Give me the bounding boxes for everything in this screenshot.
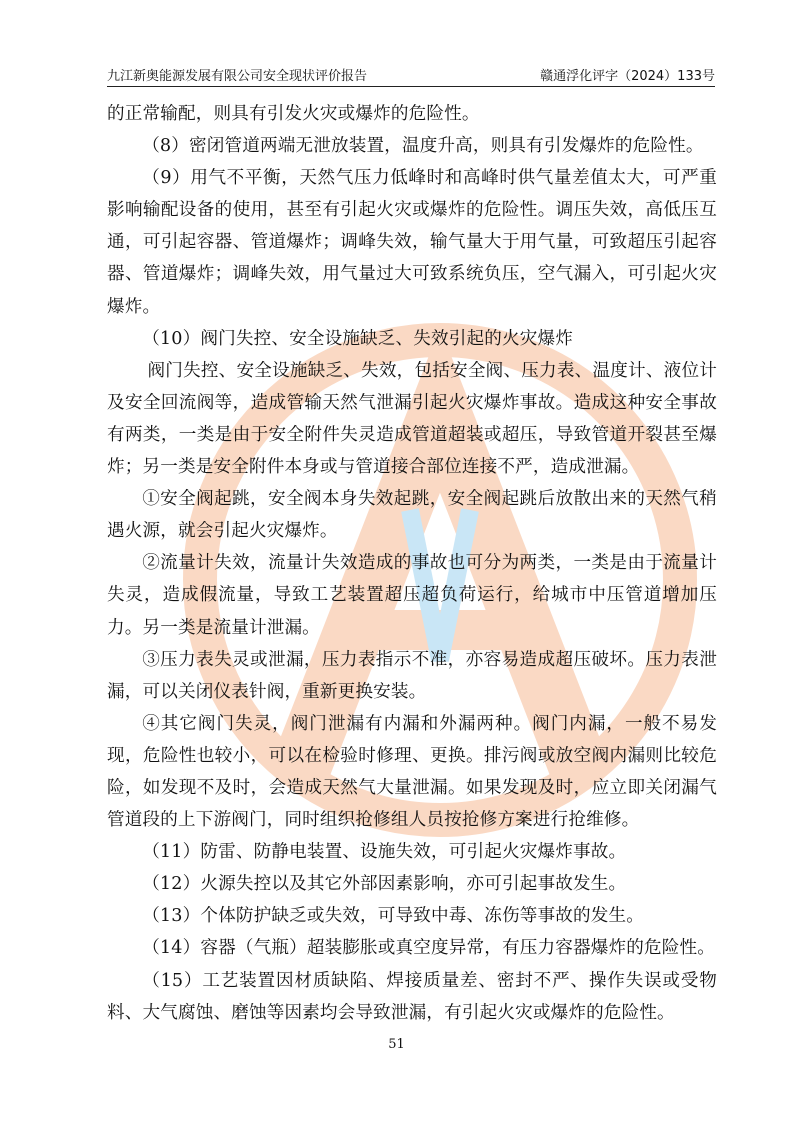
paragraph: ③压力表失灵或泄漏，压力表指示不准，亦容易造成超压破坏。压力表泄漏，可以关闭仪表针阀，重新更换安装。 <box>107 649 717 702</box>
page-number: 51 <box>388 1037 405 1052</box>
page-header <box>107 64 715 87</box>
paragraph: ②流量计失效，流量计失效造成的事故也可分为两类，一类是由于流量计失灵，造成假流量，导致工艺装置超压超负荷运行，给城市中压管道增加压力。另一类是流量计泄漏。 <box>107 553 717 638</box>
paragraph: （14）容器（气瓶）超装膨胀或真空度异常，有压力容器爆炸的危险性。 <box>142 938 715 959</box>
paragraph: （11）防雷、防静电装置、设施失效，可引起火灾爆炸事故。 <box>142 842 627 863</box>
paragraph: （12）火源失控以及其它外部因素影响，亦可引起事故发生。 <box>142 874 627 895</box>
body-text <box>107 98 717 1029</box>
section-heading: （10）阀门失控、安全设施缺乏、失效引起的火灾爆炸 <box>142 328 573 349</box>
header-report-number: 赣通浮化评字（2024）133号 <box>540 69 715 84</box>
paragraph: ①安全阀起跳，安全阀本身失效起跳，安全阀起跳后放散出来的天然气稍遇火源，就会引起火灾爆炸。 <box>107 489 717 542</box>
paragraph: （8）密闭管道两端无泄放装置，温度升高，则具有引发爆炸的危险性。 <box>142 136 704 157</box>
paragraph: （13）个体防护缺乏或失效，可导致中毒、冻伤等事故的发生。 <box>142 906 644 927</box>
header-left-title: 九江新奥能源发展有限公司安全现状评价报告 <box>107 69 368 84</box>
paragraph: 的正常输配，则具有引发火灾或爆炸的危险性。 <box>107 104 480 124</box>
paragraph: 阀门失控、安全设施缺乏、失效，包括安全阀、压力表、温度计、液位计及安全回流阀等，造成管输天然气泄漏引起火灾爆炸事故。造成这种安全事故有两类，一类是由于安全附件失灵造成管道超装或超压，导致管道开裂甚至爆炸；另一类是安全附件本身或与管道接合部位连接不严，造成泄漏。 <box>107 360 717 478</box>
paragraph: ④其它阀门失灵，阀门泄漏有内漏和外漏两种。阀门内漏，一般不易发现，危险性也较小，可以在检验时修理、更换。排污阀或放空阀内漏则比较危险，如发现不及时，会造成天然气大量泄漏。如果发现及时，应立即关闭漏气管道段的上下游阀门，同时组织抢修组人员按抢修方案进行抢维修。 <box>107 713 717 831</box>
paragraph: （15）工艺装置因材质缺陷、焊接质量差、密封不严、操作失误或受物料、大气腐蚀、磨蚀等因素均会导致泄漏，有引起火灾或爆炸的危险性。 <box>107 970 717 1023</box>
paragraph: （9）用气不平衡，天然气压力低峰时和高峰时供气量差值太大，可严重影响输配设备的使用，甚至有引起火灾或爆炸的危险性。调压失效，高低压互通，可引起容器、管道爆炸；调峰失效，输气量大于用气量，可致超压引起容器、管道爆炸；调峰失效，用气量过大可致系统负压，空气漏入，可引起火灾爆炸。 <box>107 168 717 317</box>
